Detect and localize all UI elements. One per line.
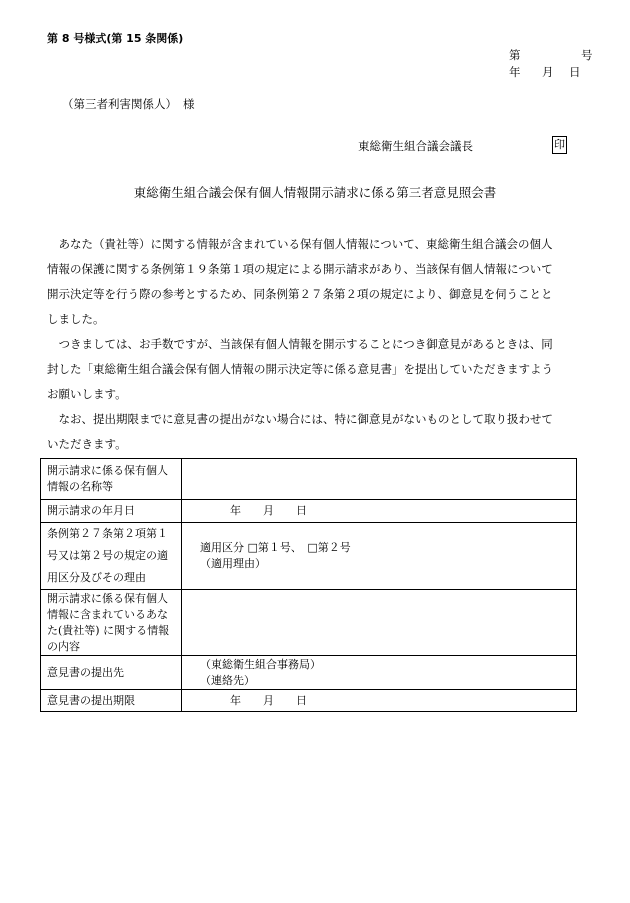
table-row bbox=[41, 590, 577, 656]
row-label: 開示請求に係る保有個人 情報の名称等 bbox=[41, 459, 182, 500]
body-line: 情報の保護に関する条例第１９条第１項の規定による開示請求があり、当該保有個人情報について bbox=[47, 262, 553, 276]
row-label: 条例第２７条第２項第１ 号又は第２号の規定の適 用区分及びその理由 bbox=[41, 523, 182, 590]
row-label: 開示請求に係る保有個人 情報に含まれているあな た(貴社等) に関する情報 の内容 bbox=[41, 590, 182, 656]
body-line: いただきます。 bbox=[47, 437, 127, 451]
addressee-honorific: 様 bbox=[183, 97, 195, 111]
table-row bbox=[41, 656, 577, 690]
document-number-suffix: 号 bbox=[581, 48, 593, 62]
table-row bbox=[41, 523, 577, 590]
opinion-request-table bbox=[40, 458, 577, 712]
body-line: しました。 bbox=[47, 312, 105, 326]
document-number-prefix: 第 bbox=[509, 48, 521, 62]
body-line: お願いします。 bbox=[47, 387, 127, 401]
body-text bbox=[47, 232, 582, 457]
row-value[interactable]: 年 月 日 bbox=[182, 690, 577, 712]
sender-name: 東総衛生組合議会議長 bbox=[358, 139, 473, 153]
body-line: なお、提出期限までに意見書の提出がない場合には、特に御意見がないものとして取り扱わせて bbox=[47, 412, 553, 426]
body-line: つきましては、お手数ですが、当該保有個人情報を開示することにつき御意見があるときは、同 bbox=[47, 337, 553, 351]
document-title: 東総衛生組合議会保有個人情報開示請求に係る第三者意見照会書 bbox=[133, 185, 497, 200]
issue-date-year: 年 bbox=[509, 65, 521, 79]
issue-date-day: 日 bbox=[569, 65, 581, 79]
form-number: 第 8 号様式(第 15 条関係) bbox=[47, 32, 184, 45]
row-value[interactable] bbox=[182, 459, 577, 500]
body-line: あなた（貴社等）に関する情報が含まれている保有個人情報について、東総衛生組合議会の個人 bbox=[47, 237, 553, 251]
addressee-name: （第三者利害関係人） bbox=[62, 97, 177, 111]
row-value[interactable] bbox=[182, 590, 577, 656]
row-label: 意見書の提出期限 bbox=[41, 690, 182, 712]
seal-mark: 印 bbox=[552, 136, 567, 154]
body-line: 開示決定等を行う際の参考とするため、同条例第２７条第２項の規定により、御意見を伺うことと bbox=[47, 287, 553, 301]
table-row bbox=[41, 459, 577, 500]
body-line: 封した「東総衛生組合議会保有個人情報の開示決定等に係る意見書」を提出していただきますよう bbox=[47, 362, 553, 376]
row-value[interactable]: （東総衛生組合事務局） （連絡先） bbox=[182, 656, 577, 690]
table-row bbox=[41, 500, 577, 523]
issue-date-month: 月 bbox=[542, 65, 554, 79]
row-value[interactable]: 年 月 日 bbox=[182, 500, 577, 523]
row-label: 意見書の提出先 bbox=[41, 656, 182, 690]
row-label: 開示請求の年月日 bbox=[41, 500, 182, 523]
row-value[interactable]: 適用区分 □第１号、 □第２号 （適用理由） bbox=[182, 523, 577, 590]
table-row bbox=[41, 690, 577, 712]
